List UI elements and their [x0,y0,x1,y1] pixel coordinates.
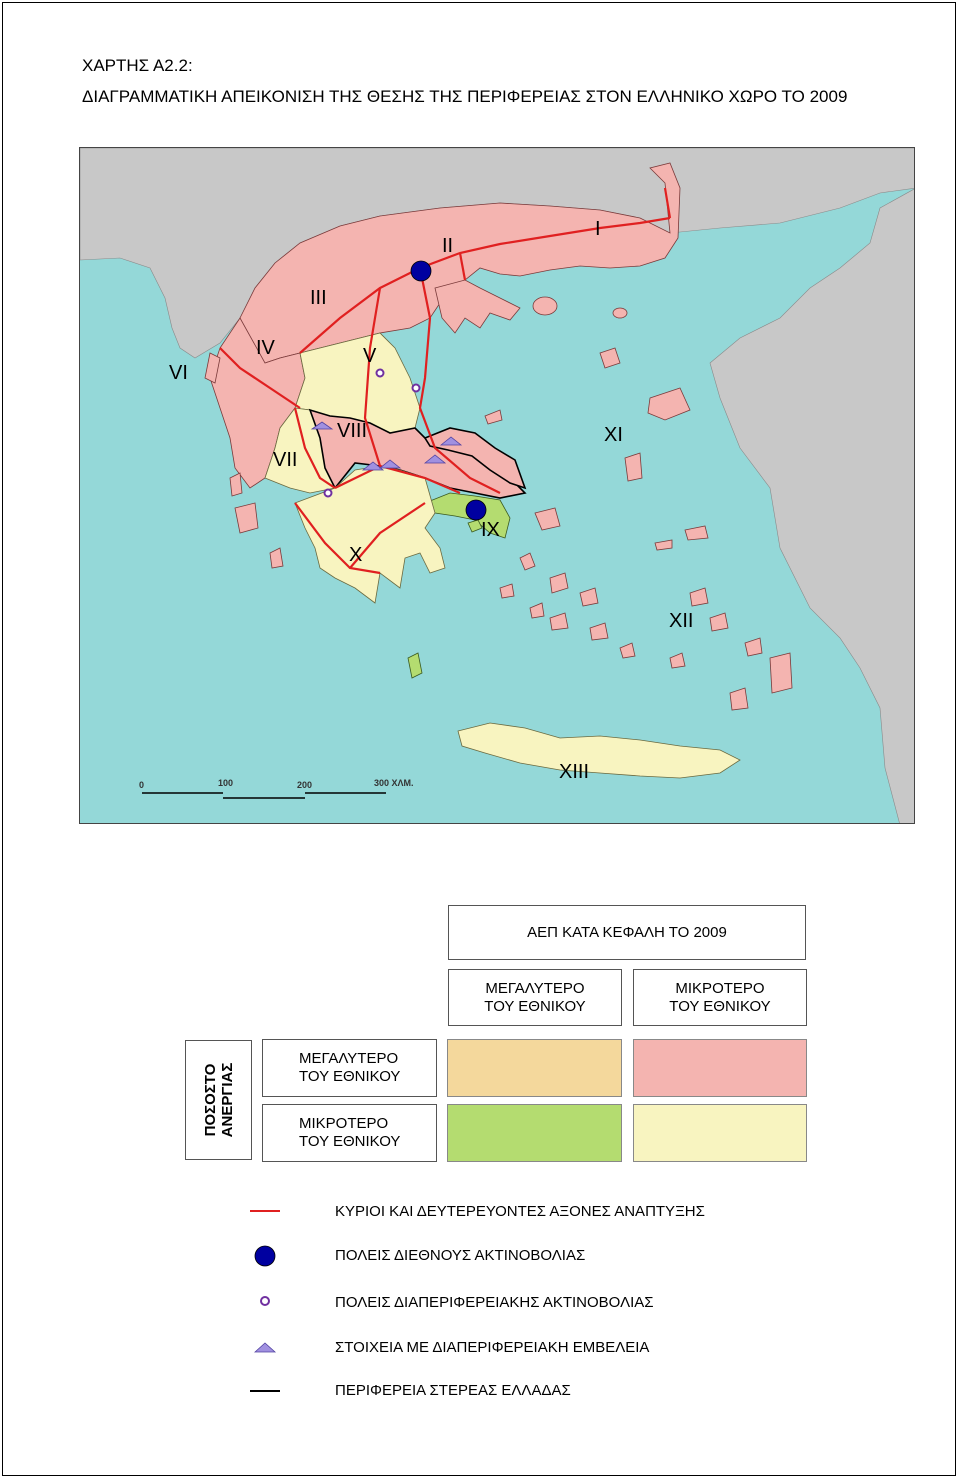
international-city-athens [466,500,486,520]
swatch-high-gdp-low-unemployment [447,1104,622,1162]
region-label-vi: VI [169,362,188,384]
matrix-col-higher [448,969,622,1026]
region-label-ix: IX [481,519,500,541]
legend-interregional-cities-label: ΠΟΛΕΙΣ ΔΙΑΠΕΡΙΦΕΡΕΙΑΚΗΣ ΑΚΤΙΝΟΒΟΛΙΑΣ [335,1294,654,1311]
scale-tick-100: 100 [218,778,234,788]
region-label-i: I [595,218,601,240]
chios [625,453,642,481]
map-title-line1: ΧΑΡΤΗΣ Α2.2: [82,56,193,75]
legend-international-cities-label: ΠΟΛΕΙΣ ΔΙΕΘΝΟΥΣ ΑΚΤΙΝΟΒΟΛΙΑΣ [335,1247,586,1264]
matrix-row-title-text: ΠΟΣΟΣΤΟ ΑΝΕΡΓΙΑΣ [201,1062,236,1138]
samothraki [613,308,627,318]
legend-symbols [248,1200,282,1410]
matrix-row-higher-text: ΜΕΓΑΛΥΤΕΡΟ ΤΟΥ ΕΘΝΙΚΟΥ [299,1050,401,1085]
legend-interregional-elements-label: ΣΤΟΙΧΕΙΑ ΜΕ ΔΙΑΠΕΡΙΦΕΡΕΙΑΚΗ ΕΜΒΕΛΕΙΑ [335,1339,650,1356]
thasos [533,297,557,315]
matrix-col-lower [633,969,807,1026]
swatch-low-gdp-low-unemployment [633,1104,807,1162]
region-label-x: X [349,544,363,566]
matrix-col-title [448,905,806,960]
swatch-high-gdp-high-unemployment [447,1039,622,1097]
region-label-iii: III [310,287,327,309]
matrix-row-lower-text: ΜΙΚΡΟΤΕΡΟ ΤΟΥ ΕΘΝΙΚΟΥ [299,1115,401,1150]
region-label-viii: VIII [337,420,368,442]
legend-interregional-city-icon [261,1297,269,1305]
legend-international-city-icon [255,1246,275,1266]
greece-map [79,147,915,824]
matrix-row-title [185,1040,252,1160]
swatch-low-gdp-high-unemployment [633,1039,807,1097]
region-label-vii: VII [273,449,298,471]
scale-tick-200: 200 [297,780,313,790]
map-title-line2: ΔΙΑΓΡΑΜΜΑΤΙΚΗ ΑΠΕΙΚΟΝΙΣΗ ΤΗΣ ΘΕΣΗΣ ΤΗΣ ΠΕΡΙΦΕΡΕΙΑΣ ΣΤΟΝ ΕΛΛΗΝΙΚΟ ΧΩΡΟ ΤΟ 2009 [82,87,848,106]
interregional-city-patra [325,490,332,497]
interregional-city-volos [413,385,420,392]
region-label-xi: XI [604,424,623,446]
scale-tick-0: 0 [139,780,145,790]
region-label-xiii: XIII [559,761,590,783]
international-city-thessaloniki [411,261,431,281]
region-label-xii: XII [669,610,694,632]
interregional-city-larisa [377,370,384,377]
legend-sterea-boundary-label: ΠΕΡΙΦΕΡΕΙΑ ΣΤΕΡΕΑΣ ΕΛΛΑΔΑΣ [335,1382,571,1399]
region-label-iv: IV [256,337,275,359]
matrix-row-lower [262,1104,437,1162]
legend-interregional-element-icon [255,1343,275,1352]
matrix-col-title-text: ΑΕΠ ΚΑΤΑ ΚΕΦΑΛΗ ΤΟ 2009 [527,923,727,941]
region-label-v: V [363,345,377,367]
legend-axes-label: ΚΥΡΙΟΙ ΚΑΙ ΔΕΥΤΕΡΕΥΟΝΤΕΣ ΑΞΟΝΕΣ ΑΝΑΠΤΥΞΗΣ [335,1203,705,1220]
matrix-row-higher [262,1039,437,1097]
scale-tick-300: 300 ΧΛΜ. [374,778,414,788]
matrix-col-higher-text: ΜΕΓΑΛΥΤΕΡΟ ΤΟΥ ΕΘΝΙΚΟΥ [484,979,586,1015]
region-label-ii: II [442,235,454,257]
matrix-col-lower-text: ΜΙΚΡΟΤΕΡΟ ΤΟΥ ΕΘΝΙΚΟΥ [669,979,771,1015]
